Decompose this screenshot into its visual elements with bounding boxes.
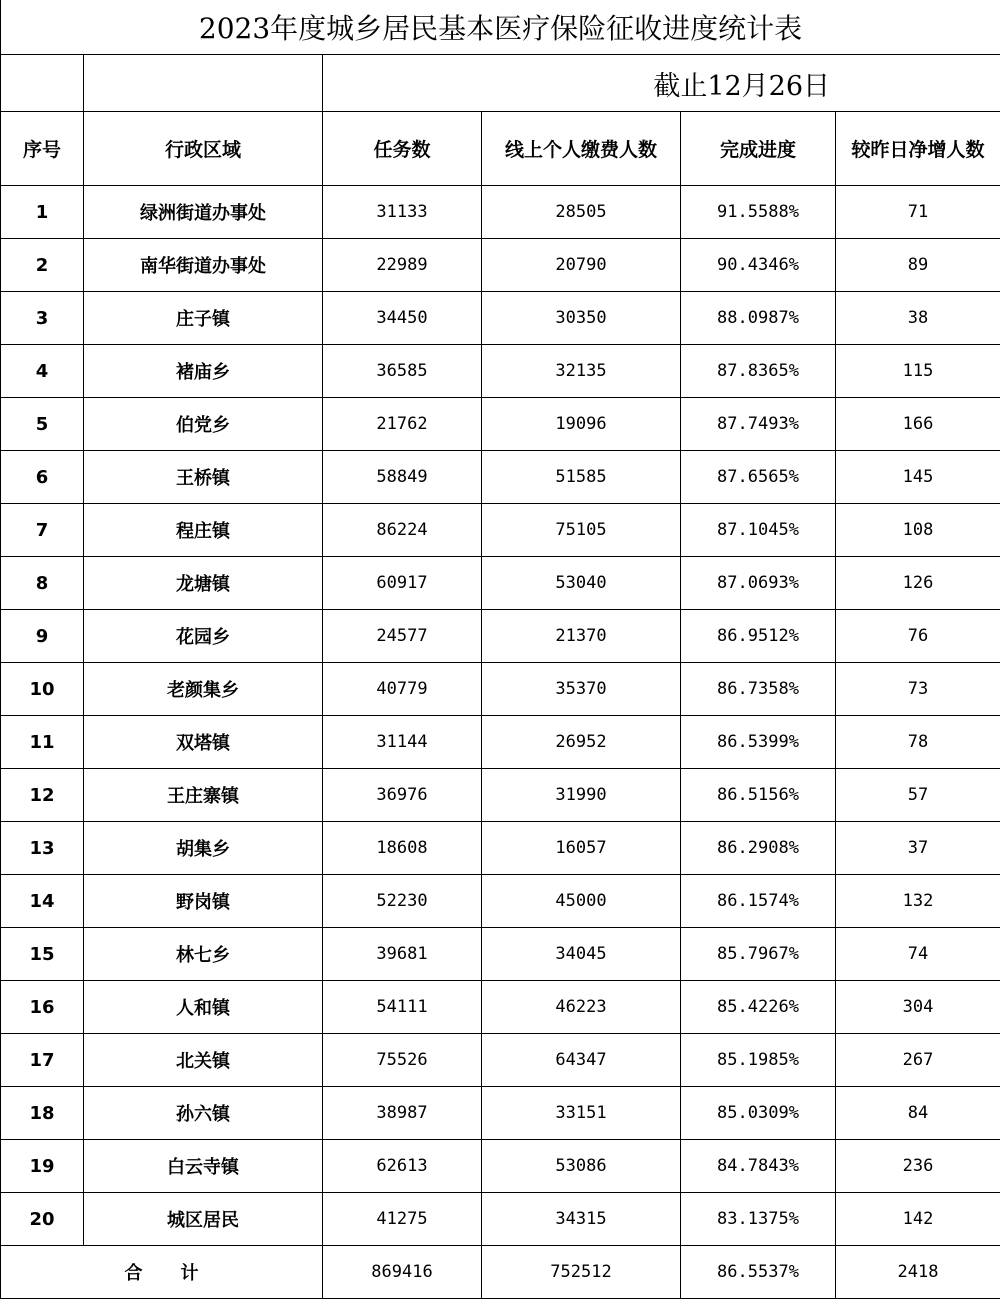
- cell-index: 10: [1, 663, 84, 716]
- header-paid: 线上个人缴费人数: [482, 112, 681, 186]
- cell-paid: 21370: [482, 610, 681, 663]
- table-row: [1, 398, 1000, 451]
- cell-paid: 45000: [482, 875, 681, 928]
- cell-progress: 85.7967%: [681, 928, 836, 981]
- table-row: [1, 663, 1000, 716]
- cell-daily-increase: 73: [836, 663, 1000, 716]
- cell-region: 白云寺镇: [84, 1140, 323, 1193]
- cell-region: 双塔镇: [84, 716, 323, 769]
- cell-tasks: 22989: [323, 239, 482, 292]
- cell-index: 2: [1, 239, 84, 292]
- cell-progress: 87.0693%: [681, 557, 836, 610]
- table-row: [1, 345, 1000, 398]
- cell-paid: 51585: [482, 451, 681, 504]
- cell-region: 林七乡: [84, 928, 323, 981]
- cell-daily-increase: 74: [836, 928, 1000, 981]
- table-title: 2023年度城乡居民基本医疗保险征收进度统计表: [1, 0, 1000, 55]
- header-progress: 完成进度: [681, 112, 836, 186]
- table-row: [1, 504, 1000, 557]
- table-row: [1, 610, 1000, 663]
- cell-daily-increase: 145: [836, 451, 1000, 504]
- cell-tasks: 75526: [323, 1034, 482, 1087]
- cell-paid: 31990: [482, 769, 681, 822]
- total-row: [1, 1246, 1000, 1299]
- table-body: [1, 186, 1000, 1246]
- cell-tasks: 38987: [323, 1087, 482, 1140]
- table-row: [1, 292, 1000, 345]
- cell-progress: 86.1574%: [681, 875, 836, 928]
- cell-paid: 26952: [482, 716, 681, 769]
- cell-daily-increase: 108: [836, 504, 1000, 557]
- cell-tasks: 18608: [323, 822, 482, 875]
- cell-tasks: 86224: [323, 504, 482, 557]
- cell-index: 19: [1, 1140, 84, 1193]
- cell-tasks: 21762: [323, 398, 482, 451]
- table-row: [1, 186, 1000, 239]
- cell-paid: 75105: [482, 504, 681, 557]
- cell-progress: 87.7493%: [681, 398, 836, 451]
- empty-cell: [1, 55, 84, 112]
- cell-region: 野岗镇: [84, 875, 323, 928]
- cell-progress: 90.4346%: [681, 239, 836, 292]
- table-row: [1, 1193, 1000, 1246]
- total-daily-increase: 2418: [836, 1246, 1000, 1299]
- cell-region: 孙六镇: [84, 1087, 323, 1140]
- cell-region: 花园乡: [84, 610, 323, 663]
- cell-daily-increase: 37: [836, 822, 1000, 875]
- header-daily-increase: 较昨日净增人数: [836, 112, 1000, 186]
- table-row: [1, 1034, 1000, 1087]
- cell-paid: 28505: [482, 186, 681, 239]
- table-row: [1, 981, 1000, 1034]
- table-row: [1, 1087, 1000, 1140]
- cell-index: 18: [1, 1087, 84, 1140]
- cell-daily-increase: 115: [836, 345, 1000, 398]
- cell-tasks: 58849: [323, 451, 482, 504]
- header-tasks: 任务数: [323, 112, 482, 186]
- cell-index: 11: [1, 716, 84, 769]
- cell-paid: 19096: [482, 398, 681, 451]
- cell-daily-increase: 71: [836, 186, 1000, 239]
- cell-region: 庄子镇: [84, 292, 323, 345]
- cell-index: 14: [1, 875, 84, 928]
- cell-index: 3: [1, 292, 84, 345]
- cell-index: 6: [1, 451, 84, 504]
- cell-daily-increase: 78: [836, 716, 1000, 769]
- cell-progress: 85.0309%: [681, 1087, 836, 1140]
- cell-region: 王庄寨镇: [84, 769, 323, 822]
- header-region: 行政区域: [84, 112, 323, 186]
- cell-index: 16: [1, 981, 84, 1034]
- cell-index: 17: [1, 1034, 84, 1087]
- cell-tasks: 41275: [323, 1193, 482, 1246]
- cell-region: 伯党乡: [84, 398, 323, 451]
- cell-tasks: 60917: [323, 557, 482, 610]
- cell-paid: 30350: [482, 292, 681, 345]
- cell-progress: 87.6565%: [681, 451, 836, 504]
- cell-paid: 53086: [482, 1140, 681, 1193]
- table-row: [1, 557, 1000, 610]
- cell-paid: 32135: [482, 345, 681, 398]
- cell-tasks: 34450: [323, 292, 482, 345]
- cell-index: 13: [1, 822, 84, 875]
- cell-progress: 91.5588%: [681, 186, 836, 239]
- table-row: [1, 239, 1000, 292]
- cell-daily-increase: 89: [836, 239, 1000, 292]
- empty-cell: [84, 55, 323, 112]
- title-row: [1, 0, 1000, 55]
- cell-tasks: 31144: [323, 716, 482, 769]
- cell-region: 胡集乡: [84, 822, 323, 875]
- table-row: [1, 1140, 1000, 1193]
- cell-daily-increase: 267: [836, 1034, 1000, 1087]
- cell-index: 7: [1, 504, 84, 557]
- cell-daily-increase: 166: [836, 398, 1000, 451]
- cell-paid: 33151: [482, 1087, 681, 1140]
- cell-region: 人和镇: [84, 981, 323, 1034]
- cell-tasks: 36585: [323, 345, 482, 398]
- header-index: 序号: [1, 112, 84, 186]
- table-row: [1, 822, 1000, 875]
- total-tasks: 869416: [323, 1246, 482, 1299]
- cell-region: 老颜集乡: [84, 663, 323, 716]
- cell-progress: 87.1045%: [681, 504, 836, 557]
- table-row: [1, 875, 1000, 928]
- cell-region: 王桥镇: [84, 451, 323, 504]
- table-row: [1, 451, 1000, 504]
- cell-daily-increase: 126: [836, 557, 1000, 610]
- cell-tasks: 24577: [323, 610, 482, 663]
- cell-index: 5: [1, 398, 84, 451]
- cell-paid: 46223: [482, 981, 681, 1034]
- cell-progress: 86.9512%: [681, 610, 836, 663]
- cell-daily-increase: 304: [836, 981, 1000, 1034]
- cell-progress: 83.1375%: [681, 1193, 836, 1246]
- cell-daily-increase: 84: [836, 1087, 1000, 1140]
- cell-progress: 86.5156%: [681, 769, 836, 822]
- cell-paid: 34045: [482, 928, 681, 981]
- cell-paid: 16057: [482, 822, 681, 875]
- cell-progress: 85.4226%: [681, 981, 836, 1034]
- cell-region: 程庄镇: [84, 504, 323, 557]
- cell-daily-increase: 38: [836, 292, 1000, 345]
- cell-index: 8: [1, 557, 84, 610]
- total-progress: 86.5537%: [681, 1246, 836, 1299]
- cell-index: 20: [1, 1193, 84, 1246]
- cell-progress: 85.1985%: [681, 1034, 836, 1087]
- cell-paid: 53040: [482, 557, 681, 610]
- cell-progress: 87.8365%: [681, 345, 836, 398]
- cell-region: 南华街道办事处: [84, 239, 323, 292]
- total-label-left: 合: [125, 1263, 143, 1284]
- table-row: [1, 928, 1000, 981]
- cell-paid: 20790: [482, 239, 681, 292]
- cell-region: 褚庙乡: [84, 345, 323, 398]
- cell-tasks: 52230: [323, 875, 482, 928]
- cell-index: 4: [1, 345, 84, 398]
- cell-index: 12: [1, 769, 84, 822]
- cell-daily-increase: 132: [836, 875, 1000, 928]
- cell-progress: 86.5399%: [681, 716, 836, 769]
- total-paid: 752512: [482, 1246, 681, 1299]
- cell-tasks: 40779: [323, 663, 482, 716]
- cell-tasks: 36976: [323, 769, 482, 822]
- cell-region: 龙塘镇: [84, 557, 323, 610]
- cell-tasks: 54111: [323, 981, 482, 1034]
- total-label-right: 计: [181, 1263, 199, 1284]
- cell-tasks: 31133: [323, 186, 482, 239]
- cell-daily-increase: 142: [836, 1193, 1000, 1246]
- cell-progress: 86.7358%: [681, 663, 836, 716]
- total-label: [1, 1246, 323, 1299]
- cell-region: 绿洲街道办事处: [84, 186, 323, 239]
- table-row: [1, 769, 1000, 822]
- date-label: 截止12月26日: [323, 55, 1000, 112]
- cell-progress: 86.2908%: [681, 822, 836, 875]
- cell-region: 城区居民: [84, 1193, 323, 1246]
- cell-daily-increase: 57: [836, 769, 1000, 822]
- cell-index: 9: [1, 610, 84, 663]
- cell-paid: 64347: [482, 1034, 681, 1087]
- date-row: [1, 55, 1000, 112]
- header-row: [1, 112, 1000, 186]
- cell-daily-increase: 236: [836, 1140, 1000, 1193]
- cell-daily-increase: 76: [836, 610, 1000, 663]
- cell-paid: 35370: [482, 663, 681, 716]
- cell-tasks: 62613: [323, 1140, 482, 1193]
- table-row: [1, 716, 1000, 769]
- cell-progress: 88.0987%: [681, 292, 836, 345]
- cell-progress: 84.7843%: [681, 1140, 836, 1193]
- cell-tasks: 39681: [323, 928, 482, 981]
- cell-paid: 34315: [482, 1193, 681, 1246]
- cell-index: 1: [1, 186, 84, 239]
- cell-index: 15: [1, 928, 84, 981]
- cell-region: 北关镇: [84, 1034, 323, 1087]
